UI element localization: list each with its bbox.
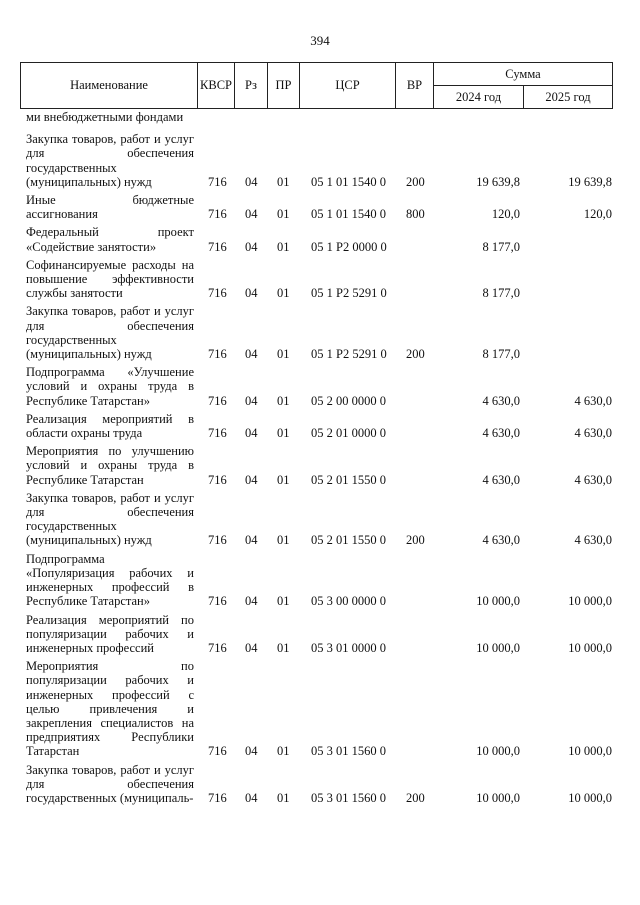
- cell-pr: 01: [277, 744, 290, 759]
- cell-name: Закупка товаров, работ и услуг для обеспечения государственных (муниципальных) нужд: [26, 490, 194, 548]
- cell-rz: 04: [245, 207, 258, 222]
- cell-sum-2025: 4 630,0: [574, 426, 612, 441]
- cell-pr: 01: [277, 426, 290, 441]
- table-row: [26, 132, 622, 189]
- cell-sum-2025: 4 630,0: [574, 472, 612, 487]
- table-row: [26, 225, 622, 253]
- cell-pr: 01: [277, 472, 290, 487]
- cell-sum-2025: 10 000,0: [568, 640, 612, 655]
- cell-name: Закупка товаров, работ и услуг для обеспечения государственных (муниципальных) нужд: [26, 304, 194, 362]
- table-row: [26, 552, 622, 609]
- table-row: [26, 412, 622, 440]
- cell-pr: 01: [277, 393, 290, 408]
- cell-name: Подпрограмма «Популяризация рабочих и инженерных профессий в Республике Татарстан»: [26, 551, 194, 609]
- cell-vr: 200: [406, 533, 425, 548]
- cell-kvsr: 716: [208, 472, 227, 487]
- cell-rz: 04: [245, 790, 258, 805]
- cell-sum-2025: 120,0: [583, 207, 612, 222]
- table-row: [26, 258, 622, 301]
- cell-csr: 05 2 01 1550 0: [311, 472, 386, 487]
- cell-name: Реализация мероприятий по популяризации рабочих и инженерных профессий: [26, 612, 194, 655]
- cell-csr: 05 1 Р2 5291 0: [311, 347, 387, 362]
- cell-sum-2025: 10 000,0: [568, 594, 612, 609]
- header-csr: ЦСР: [300, 63, 396, 109]
- cell-vr: 200: [406, 790, 425, 805]
- cell-pr: 01: [277, 533, 290, 548]
- table-row: [26, 613, 622, 656]
- table-row: [26, 193, 622, 221]
- cell-csr: 05 1 Р2 5291 0: [311, 286, 387, 301]
- table-row: [26, 365, 622, 408]
- cell-pr: 01: [277, 239, 290, 254]
- cell-rz: 04: [245, 286, 258, 301]
- cell-pr: 01: [277, 640, 290, 655]
- cell-sum-2025: 10 000,0: [568, 790, 612, 805]
- cell-sum-2025: 4 630,0: [574, 533, 612, 548]
- cell-sum-2024: 4 630,0: [482, 533, 520, 548]
- cell-pr: 01: [277, 174, 290, 189]
- cell-rz: 04: [245, 239, 258, 254]
- cell-kvsr: 716: [208, 286, 227, 301]
- cell-sum-2024: 10 000,0: [476, 594, 520, 609]
- cell-sum-2024: 120,0: [491, 207, 520, 222]
- cell-sum-2024: 19 639,8: [476, 174, 520, 189]
- table-row: [26, 491, 622, 548]
- table-row: [26, 304, 622, 361]
- header-2025: 2025 год: [524, 86, 613, 109]
- cell-rz: 04: [245, 393, 258, 408]
- cell-vr: 200: [406, 347, 425, 362]
- cell-csr: 05 1 Р2 0000 0: [311, 239, 387, 254]
- header-rz: Рз: [235, 63, 268, 109]
- cell-kvsr: 716: [208, 207, 227, 222]
- cell-sum-2024: 4 630,0: [482, 426, 520, 441]
- cell-sum-2024: 8 177,0: [482, 286, 520, 301]
- cell-pr: 01: [277, 286, 290, 301]
- header-vr: ВР: [396, 63, 434, 109]
- cell-sum-2025: 19 639,8: [568, 174, 612, 189]
- cell-sum-2024: 10 000,0: [476, 790, 520, 805]
- cell-kvsr: 716: [208, 790, 227, 805]
- cell-rz: 04: [245, 744, 258, 759]
- cell-name: Мероприятия по улучшению условий и охраны труда в Республике Татарстан: [26, 444, 194, 487]
- cell-csr: 05 2 01 1550 0: [311, 533, 386, 548]
- cell-name: ми внебюджетными фондами: [26, 110, 184, 124]
- cell-kvsr: 716: [208, 640, 227, 655]
- table-row: [26, 763, 622, 806]
- cell-sum-2025: 4 630,0: [574, 393, 612, 408]
- header-2024: 2024 год: [434, 86, 524, 109]
- cell-kvsr: 716: [208, 594, 227, 609]
- cell-rz: 04: [245, 426, 258, 441]
- cell-csr: 05 2 00 0000 0: [311, 393, 386, 408]
- header-sum: Сумма: [434, 63, 613, 86]
- cell-rz: 04: [245, 640, 258, 655]
- cell-vr: 200: [406, 174, 425, 189]
- cell-pr: 01: [277, 594, 290, 609]
- table-header: [20, 62, 613, 109]
- table-body: [26, 110, 622, 809]
- cell-sum-2024: 8 177,0: [482, 239, 520, 254]
- header-pr: ПР: [268, 63, 300, 109]
- cell-rz: 04: [245, 347, 258, 362]
- cell-sum-2024: 10 000,0: [476, 744, 520, 759]
- cell-sum-2024: 10 000,0: [476, 640, 520, 655]
- cell-csr: 05 3 00 0000 0: [311, 594, 386, 609]
- cell-csr: 05 3 01 1560 0: [311, 790, 386, 805]
- cell-csr: 05 3 01 1560 0: [311, 744, 386, 759]
- cell-rz: 04: [245, 594, 258, 609]
- cell-name: Подпрограмма «Улучшение условий и охраны труда в Республике Татарстан»: [26, 365, 194, 408]
- cell-name: Софинансируемые расходы на повышение эффективности службы занятости: [26, 257, 194, 301]
- cell-sum-2024: 8 177,0: [482, 347, 520, 362]
- cell-kvsr: 716: [208, 174, 227, 189]
- cell-kvsr: 716: [208, 426, 227, 441]
- cell-csr: 05 3 01 0000 0: [311, 640, 386, 655]
- cell-pr: 01: [277, 790, 290, 805]
- cell-name: Закупка товаров, работ и услуг для обеспечения государственных (муниципальных) нужд: [26, 132, 194, 189]
- cell-kvsr: 716: [208, 744, 227, 759]
- cell-name: Мероприятия по популяризации рабочих и инженерных профессий с целью привлечения и закрепления специалистов на предприятиях Республики Татарстан: [26, 659, 194, 759]
- cell-vr: 800: [406, 207, 425, 222]
- cell-csr: 05 1 01 1540 0: [311, 207, 386, 222]
- cell-rz: 04: [245, 533, 258, 548]
- cell-name: Федеральный проект «Содействие занятости»: [26, 225, 194, 254]
- cell-name: Иные бюджетные ассигнования: [26, 193, 194, 222]
- cell-csr: 05 1 01 1540 0: [311, 174, 386, 189]
- cell-sum-2024: 4 630,0: [482, 472, 520, 487]
- cell-csr: 05 2 01 0000 0: [311, 426, 386, 441]
- table-row: [26, 110, 622, 124]
- cell-name: Реализация мероприятий в области охраны труда: [26, 411, 194, 441]
- cell-pr: 01: [277, 207, 290, 222]
- cell-kvsr: 716: [208, 533, 227, 548]
- cell-pr: 01: [277, 347, 290, 362]
- cell-kvsr: 716: [208, 393, 227, 408]
- cell-kvsr: 716: [208, 347, 227, 362]
- cell-rz: 04: [245, 174, 258, 189]
- cell-sum-2024: 4 630,0: [482, 393, 520, 408]
- cell-name: Закупка товаров, работ и услуг для обеспечения государственных (муниципаль-: [26, 762, 194, 805]
- cell-rz: 04: [245, 472, 258, 487]
- header-name: Наименование: [21, 63, 198, 109]
- page-number: 394: [310, 33, 330, 48]
- table-row: [26, 659, 622, 758]
- cell-sum-2025: 10 000,0: [568, 744, 612, 759]
- cell-kvsr: 716: [208, 239, 227, 254]
- header-kvsr: КВСР: [198, 63, 235, 109]
- table-row: [26, 444, 622, 487]
